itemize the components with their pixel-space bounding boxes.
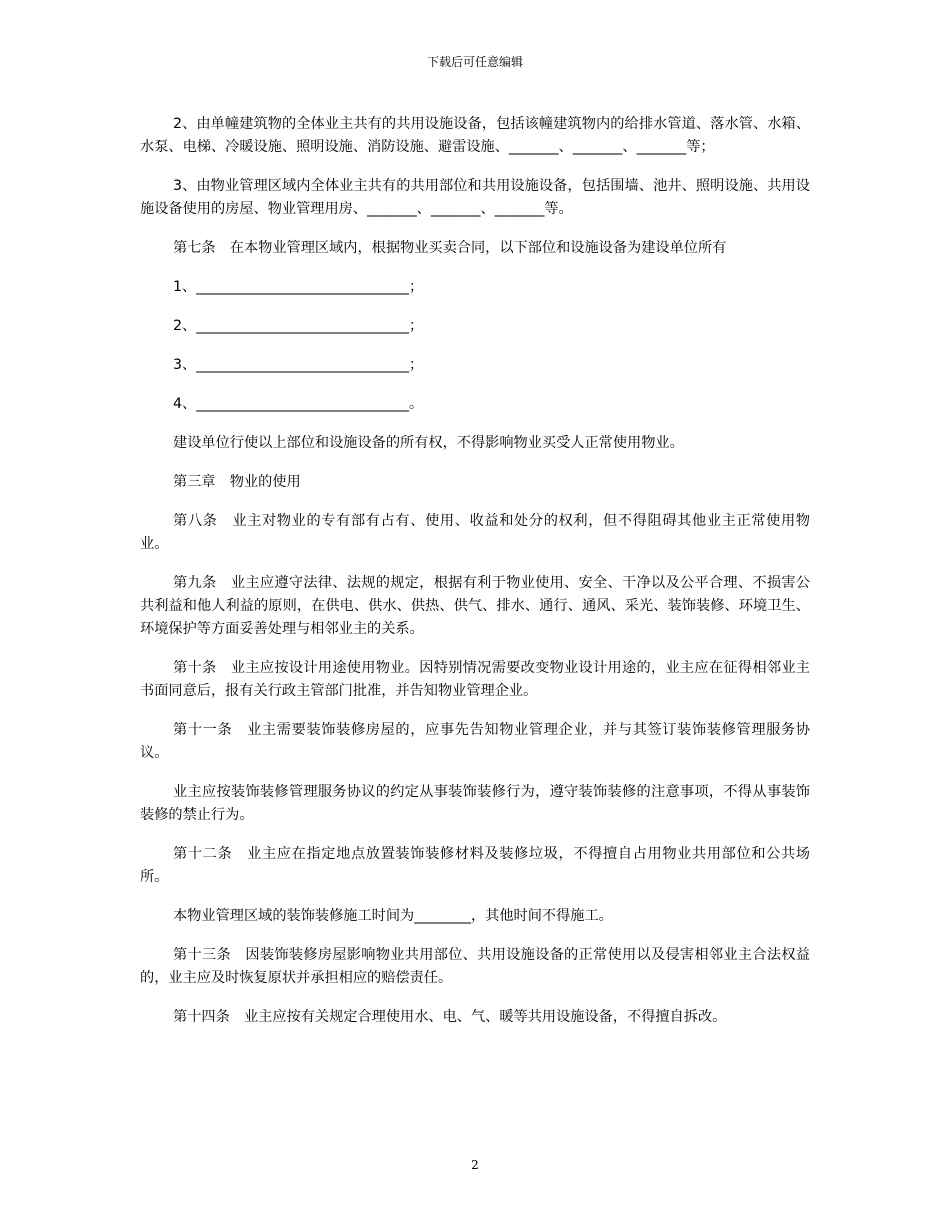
- article-11: 第十一条 业主需要装饰装修房屋的，应事先告知物业管理企业，并与其签订装饰装修管理服务协议。: [140, 722, 810, 761]
- article-10: 第十条 业主应按设计用途使用物业。因特别情况需要改变物业设计用途的，业主应在征得相邻业主书面同意后，报有关行政主管部门批准，并告知物业管理企业。: [140, 660, 810, 699]
- article-7: 第七条 在本物业管理区域内，根据物业买卖合同，以下部位和设施设备为建设单位所有: [173, 240, 727, 256]
- construction-time: 本物业管理区域的装饰装修施工时间为________，其他时间不得施工。: [173, 908, 613, 924]
- blank-line-4: 4、______________________________。: [173, 396, 424, 412]
- blank-line-3: 3、______________________________；: [173, 357, 424, 373]
- blank-line-1: 1、______________________________；: [173, 279, 424, 295]
- article-11-note: 业主应按装饰装修管理服务协议的约定从事装饰装修行为，遵守装饰装修的注意事项，不得从事装饰装修的禁止行为。: [140, 784, 810, 823]
- paragraph-item-3: 3、由物业管理区域内全体业主共有的共用部位和共用设施设备，包括围墙、池井、照明设施、共用设施设备使用的房屋、物业管理用房、_______、_______、_______等。: [140, 178, 810, 217]
- article-9: 第九条 业主应遵守法律、法规的规定，根据有利于物业使用、安全、干净以及公平合理、不损害公共利益和他人利益的原则，在供电、供水、供热、供气、排水、通行、通风、采光、装饰装修、环境卫生、环境保护等方面妥善处理与相邻业主的关系。: [140, 575, 810, 637]
- article-13: 第十三条 因装饰装修房屋影响物业共用部位、共用设施设备的正常使用以及侵害相邻业主合法权益的，业主应及时恢复原状并承担相应的赔偿责任。: [140, 947, 810, 986]
- article-14: 第十四条 业主应按有关规定合理使用水、电、气、暖等共用设施设备，不得擅自拆改。: [173, 1009, 727, 1025]
- chapter-3-heading: 第三章 物业的使用: [173, 474, 301, 490]
- page-number: 2: [471, 1158, 479, 1172]
- paragraph-item-2: 2、由单幢建筑物的全体业主共有的共用设施设备，包括该幢建筑物内的给排水管道、落水管、水箱、水泵、电梯、冷暖设施、照明设施、消防设施、避雷设施、_______、_______、_______等；: [140, 116, 810, 155]
- document-body: [140, 113, 810, 1045]
- blank-line-2: 2、______________________________；: [173, 318, 424, 334]
- ownership-note: 建设单位行使以上部位和设施设备的所有权，不得影响物业买受人正常使用物业。: [173, 435, 684, 451]
- page-header: 下载后可任意编辑: [426, 55, 523, 69]
- article-8: 第八条 业主对物业的专有部有占有、使用、收益和处分的权利，但不得阻碍其他业主正常使用物业。: [140, 513, 810, 552]
- article-12: 第十二条 业主应在指定地点放置装饰装修材料及装修垃圾，不得擅自占用物业共用部位和公共场所。: [140, 846, 810, 885]
